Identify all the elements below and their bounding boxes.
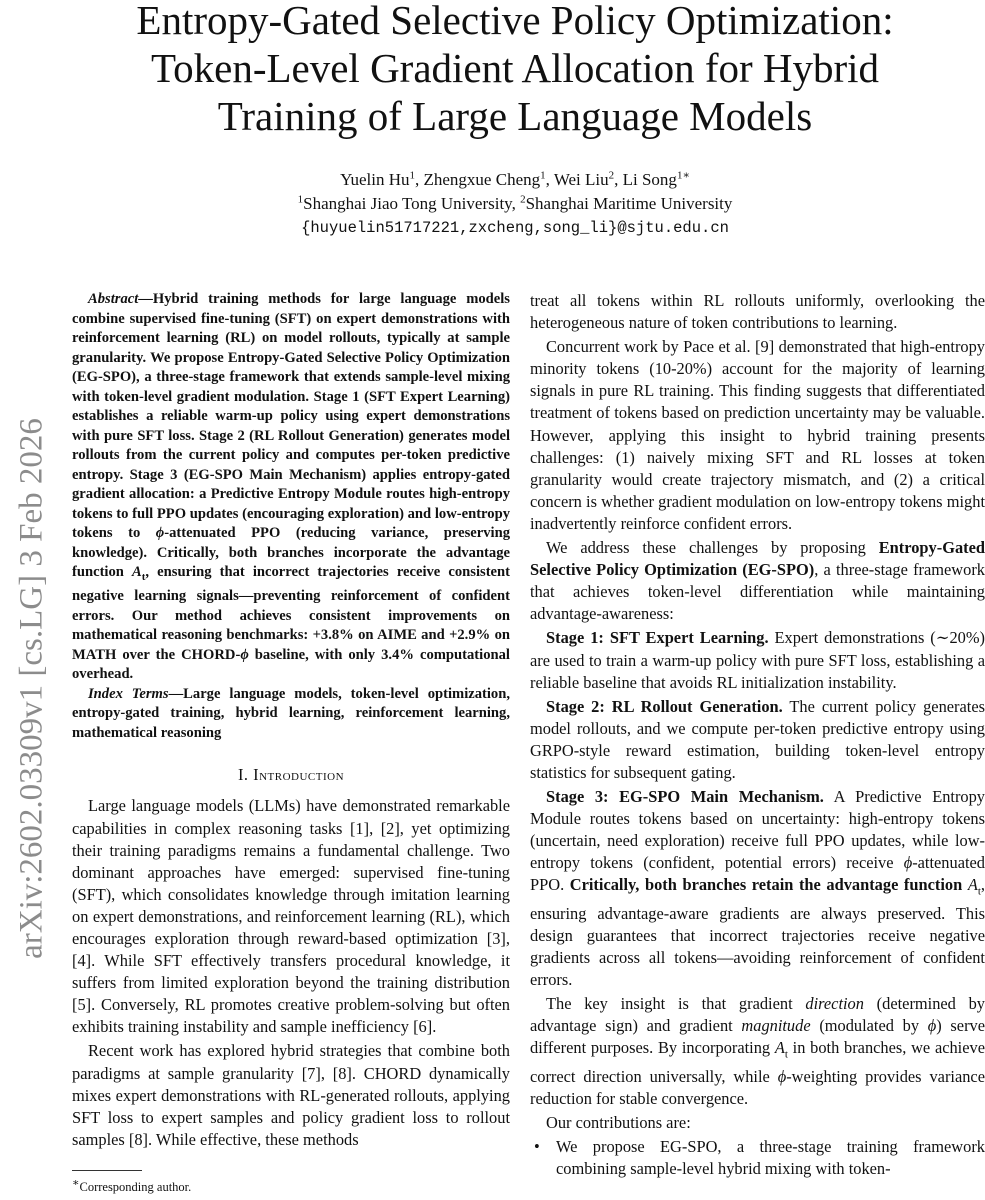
text-segment: Large language models (LLMs) have demonstrated remarkable capabilities in complex reasoning tasks [1], [2], yet optimizing their training paradigms remains a fundamental challenge. Two dominant approaches have emerged: supervised fine-tuning (SFT), which consolidates knowledge through imitation learning on expert demonstrations, and reinforcement learning (RL), which encourages exploration through reward-based optimization [3], [4]. While SFT effectively transfers procedural knowledge, it suffers from limited exploration beyond the training distribution [5]. Conversely, RL promotes creative problem-solving but often exhibits training instability and sample inefficiency [6]. xyxy=(72,796,510,1037)
title-line: Entropy-Gated Selective Policy Optimization: xyxy=(136,0,894,43)
affiliations xyxy=(40,192,985,216)
text-segment: ϕ xyxy=(240,646,249,663)
text-segment: Abstract xyxy=(88,291,139,307)
footnote-marker: ∗ xyxy=(72,1176,80,1189)
affiliation-sup: 1 xyxy=(297,193,304,206)
body-paragraph xyxy=(530,290,985,334)
text-segment: We address these challenges by proposing xyxy=(546,538,879,558)
text-segment: Stage 3: EG-SPO Main Mechanism. xyxy=(546,787,824,807)
text-segment: —Hybrid training methods for large language models combine supervised fine-tuning (SFT) on expert demonstrations with reinforcement learning (RL) on model rollouts, typically at sample granularity. We propose Entropy-Gated Selective Policy Optimization (EG-SPO), a three-stage framework that extends sample-level mixing with token-level gradient modulation. Stage 1 (SFT Expert Learning) establishes a reliable warm-up policy using expert demonstrations with pure SFT loss. Stage 2 (RL Rollout Generation) generates model rollouts from the current policy and computes per-token predictive entropy. Stage 3 (EG-SPO Main Mechanism) applies entropy-gated gradient allocation: a Predictive Entropy Module routes high-entropy tokens to full PPO updates (encouraging exploration) and low-entropy tokens to xyxy=(72,291,510,541)
text-segment: , ensuring advantage-aware gradients are always preserved. This design guarantees that incorrect trajectories receive negative gradients across all tokens—avoiding reinforcement of confident errors. xyxy=(530,875,985,990)
text-segment: , a three-stage framework that achieves token-level differentiation while maintaining advantage-awareness: xyxy=(530,560,985,624)
separator: , xyxy=(614,170,623,189)
author-sup: 1∗ xyxy=(676,169,690,182)
contribution-bullet xyxy=(530,1136,985,1180)
body-paragraph xyxy=(72,795,510,1038)
affiliation-sup: 2 xyxy=(520,193,526,206)
text-segment: I. Introduction xyxy=(237,765,345,785)
footnote-text: Corresponding author. xyxy=(79,1180,192,1194)
paper-title xyxy=(40,0,985,140)
bullet-text: We propose EG-SPO, a three-stage training framework combining sample-level hybrid mixing with token- xyxy=(556,1137,985,1179)
text-segment: A Predictive Entropy Module routes tokens based on uncertainty: high-entropy tokens (uncertain, need exploration) receive full PPO updates, while low-entropy tokens (confident, potential errors) receive xyxy=(530,787,985,873)
text-segment: Stage 1: SFT Expert Learning. xyxy=(546,628,769,648)
title-line: Token-Level Gradient Allocation for Hybrid xyxy=(150,45,880,91)
text-segment: Our contributions are: xyxy=(546,1112,691,1132)
text-segment: -weighting provides variance reduction for stable convergence. xyxy=(530,1066,985,1108)
author-sup: 2 xyxy=(608,169,615,182)
text-segment: Index Terms xyxy=(88,685,169,702)
text-segment: Concurrent work by Pace et al. [9] demonstrated that high-entropy minority tokens (10-20%) account for the majority of learning signals in pure RL training. This finding suggests that differentiated treatment of tokens based on prediction uncertainty may be valuable. However, applying this insight to hybrid training presents challenges: (1) naively mixing SFT and RL losses at token granularity would create trajectory mismatch, and (2) a critical concern is whether gradient modulation on low-entropy tokens might inadvertently reinforce confident errors. xyxy=(530,337,985,533)
text-segment: direction xyxy=(805,994,864,1014)
text-segment: (modulated by xyxy=(810,1016,928,1036)
separator: , xyxy=(545,170,554,189)
arxiv-stamp: arXiv:2602.03309v1 [cs.LG] 3 Feb 2026 xyxy=(13,418,50,959)
text-segment: -attenuated PPO (reducing variance, preserving knowledge). Critically, both branches incorporate the advantage function xyxy=(72,525,510,580)
separator: , xyxy=(415,170,424,189)
text-segment: ϕ xyxy=(155,525,165,541)
text-segment: Stage 2: RL Rollout Generation. xyxy=(546,696,783,716)
left-column xyxy=(72,290,510,1170)
author-name: Zhengxue Cheng xyxy=(423,170,541,189)
author-name: Li Song xyxy=(622,170,677,189)
text-segment: A xyxy=(774,1038,785,1058)
affiliation: Shanghai Maritime University xyxy=(525,194,733,213)
text-segment: A xyxy=(132,564,142,580)
body-paragraph xyxy=(530,993,985,1110)
text-segment: t xyxy=(977,885,981,898)
text-segment: —Large language models, token-level optimization, entropy-gated training, hybrid learning, reinforcement learning, mathematical reasoning xyxy=(72,685,510,741)
body-paragraph xyxy=(530,1112,985,1134)
abstract-paragraph xyxy=(72,290,510,685)
author-name: Yuelin Hu xyxy=(340,170,410,189)
bullet-marker: • xyxy=(534,1137,540,1157)
text-segment: t xyxy=(141,570,146,583)
body-paragraph xyxy=(72,1040,510,1150)
abstract-paragraph xyxy=(72,685,510,744)
author-list xyxy=(40,168,985,192)
text-segment: ) serve different purposes. By incorporating xyxy=(530,1016,985,1058)
text-segment: (determined by advantage sign) and gradient xyxy=(530,994,985,1036)
title-line: Training of Large Language Models xyxy=(217,93,813,139)
body-paragraph xyxy=(530,786,985,991)
text-segment: Recent work has explored hybrid strategies that combine both paradigms at sample granularity [7], [8]. CHORD dynamically mixes expert demonstrations with RL-generated rollouts, applying SFT loss to expert samples and policy gradient loss to rollout samples [8]. While effective, these methods xyxy=(72,1041,510,1149)
text-segment: ϕ xyxy=(903,853,913,873)
section-heading xyxy=(72,765,510,785)
text-segment: treat all tokens within RL rollouts uniformly, overlooking the heterogeneous nature of token contributions to learning. xyxy=(530,291,985,333)
text-segment: Critically, both branches retain the advantage function xyxy=(569,875,968,895)
author-block xyxy=(40,168,985,240)
body-paragraph xyxy=(530,627,985,693)
text-segment: The key insight is that gradient xyxy=(546,994,806,1014)
text-segment: baseline, with only 3.4% computational overhead. xyxy=(72,646,510,683)
author-sup: 1 xyxy=(409,169,415,182)
text-segment: ϕ xyxy=(777,1066,787,1086)
right-column xyxy=(530,290,985,1200)
text-segment: Entropy-Gated Selective Policy Optimization (EG-SPO) xyxy=(530,538,985,580)
text-segment: , ensuring that incorrect trajectories receive consistent negative learning signals—preventing reinforcement of confident errors. Our method achieves consistent improvements on mathematical reasoning benchmarks: +3.8% on AIME and +2.9% on MATH over the CHORD- xyxy=(72,564,510,663)
author-email: {huyuelin51717221,zxcheng,song_li}@sjtu.edu.cn xyxy=(301,219,729,237)
text-segment: magnitude xyxy=(741,1016,811,1036)
author-sup: 1 xyxy=(540,169,546,182)
text-segment: Expert demonstrations (∼20%) are used to train a warm-up policy with pure SFT loss, establishing a reliable baseline that avoids RL initialization instability. xyxy=(530,628,985,692)
separator: , xyxy=(511,194,521,213)
affiliation: Shanghai Jiao Tong University xyxy=(303,194,512,213)
body-paragraph xyxy=(530,336,985,535)
body-paragraph xyxy=(530,537,985,625)
text-segment: t xyxy=(784,1048,788,1061)
author-name: Wei Liu xyxy=(553,170,609,189)
text-segment: in both branches, we achieve correct direction universally, while xyxy=(530,1038,985,1086)
footnote xyxy=(72,1176,192,1195)
body-paragraph xyxy=(530,696,985,784)
text-segment: A xyxy=(967,875,978,895)
text-segment: ϕ xyxy=(927,1016,937,1036)
text-segment: -attenuated PPO. xyxy=(530,853,985,895)
footnote-rule xyxy=(72,1170,142,1171)
text-segment: The current policy generates model rollouts, and we compute per-token predictive entropy using GRPO-style reward estimation, building token-level entropy statistics for subsequent gating. xyxy=(530,696,985,782)
